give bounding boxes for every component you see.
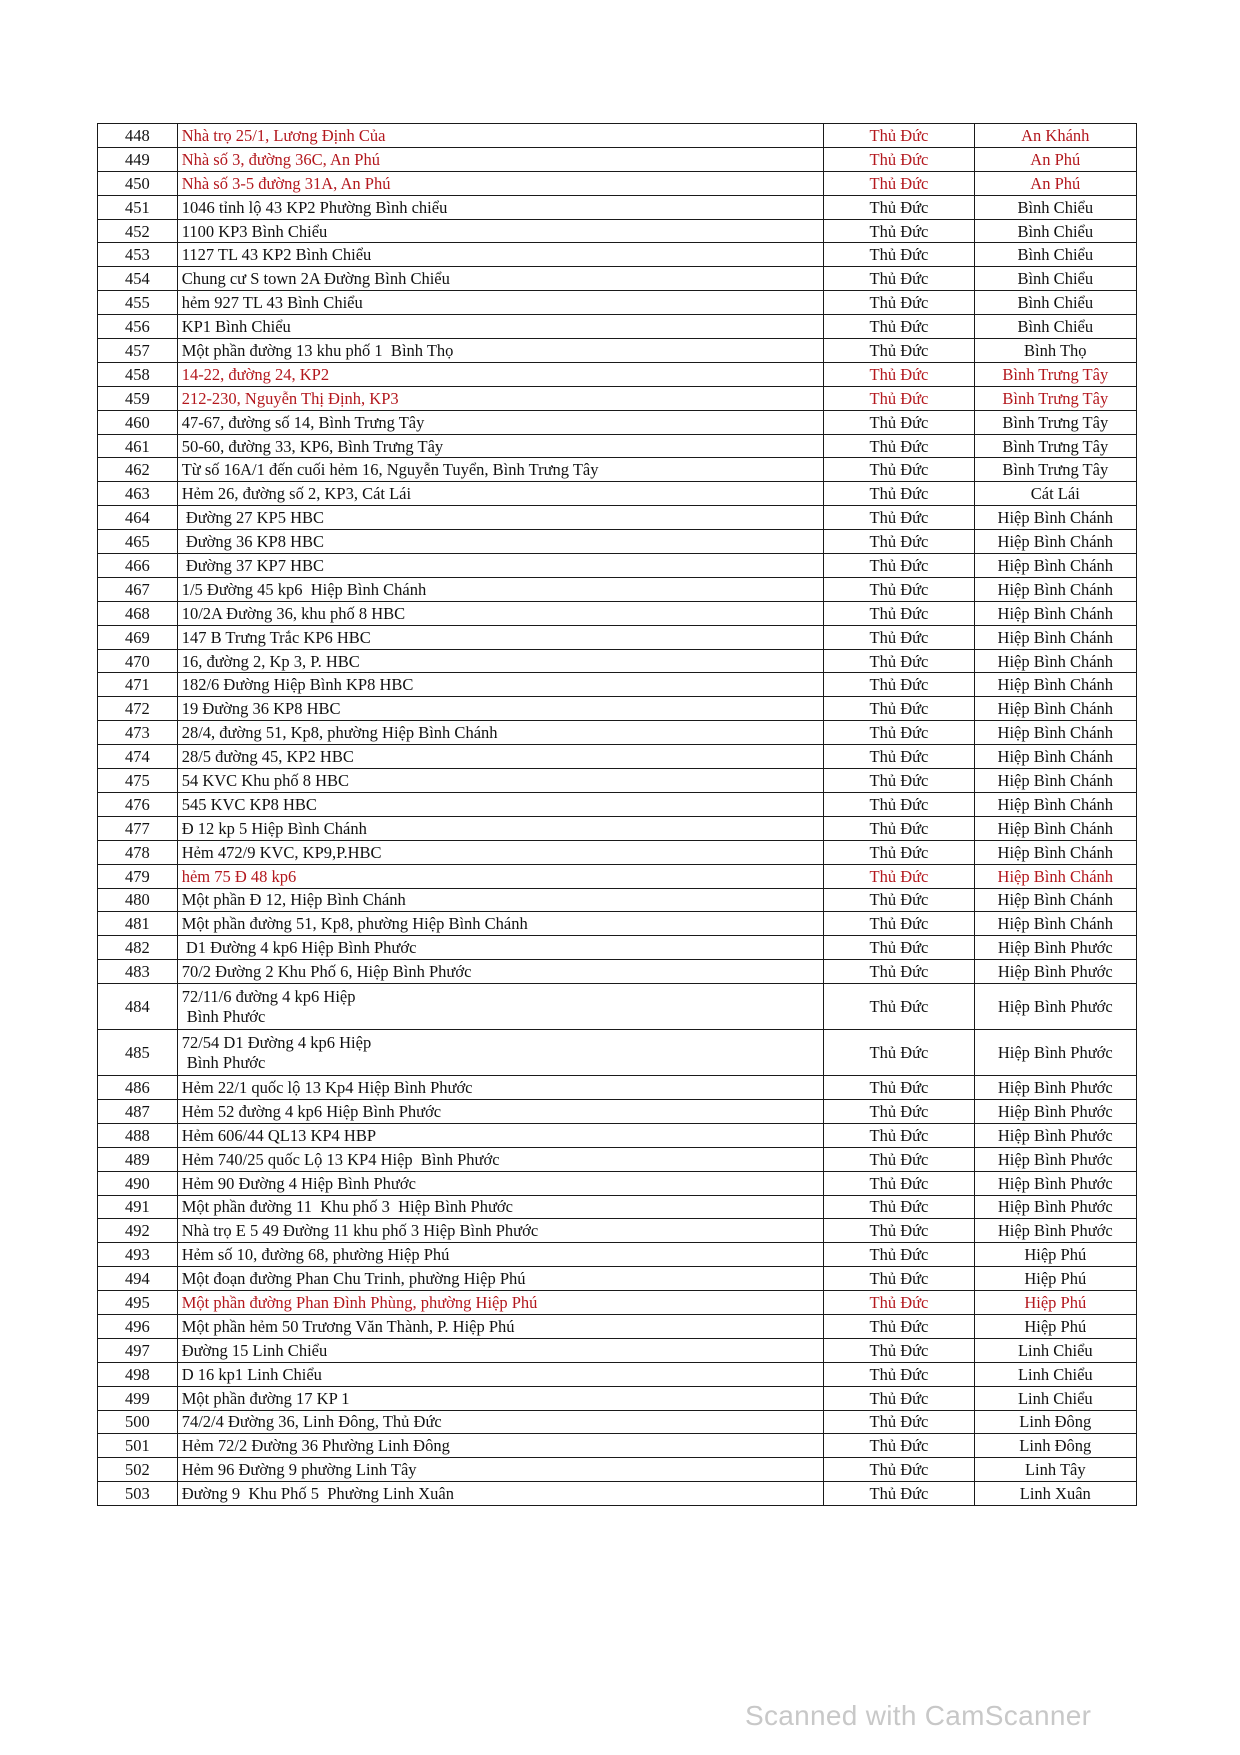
table-row [98,577,1137,601]
district-cell: Thủ Đức [824,1123,974,1147]
district-cell: Thủ Đức [824,1410,974,1434]
row-number-cell: 479 [98,864,178,888]
table-row [98,219,1137,243]
district-cell: Thủ Đức [824,1482,974,1506]
district-cell: Thủ Đức [824,1458,974,1482]
row-number-cell: 498 [98,1362,178,1386]
district-cell: Thủ Đức [824,816,974,840]
district-cell: Thủ Đức [824,960,974,984]
address-cell: 70/2 Đường 2 Khu Phố 6, Hiệp Bình Phước [177,960,824,984]
table-row [98,912,1137,936]
table-row [98,1147,1137,1171]
ward-cell: Linh Chiểu [974,1386,1136,1410]
table-row [98,267,1137,291]
ward-cell: Hiệp Bình Chánh [974,530,1136,554]
table-row [98,1076,1137,1100]
ward-cell: Hiệp Bình Chánh [974,625,1136,649]
ward-cell: Hiệp Bình Phước [974,1171,1136,1195]
address-cell: Hẻm 26, đường số 2, KP3, Cát Lái [177,482,824,506]
table-row [98,530,1137,554]
table-row [98,458,1137,482]
table-row [98,1338,1137,1362]
row-number-cell: 460 [98,410,178,434]
row-number-cell: 485 [98,1030,178,1076]
row-number-cell: 480 [98,888,178,912]
ward-cell: Bình Trưng Tây [974,362,1136,386]
table-row [98,362,1137,386]
row-number-cell: 463 [98,482,178,506]
row-number-cell: 449 [98,147,178,171]
address-cell: D 16 kp1 Linh Chiểu [177,1362,824,1386]
district-cell: Thủ Đức [824,577,974,601]
table-row [98,1171,1137,1195]
district-cell: Thủ Đức [824,721,974,745]
district-cell: Thủ Đức [824,1030,974,1076]
district-cell: Thủ Đức [824,458,974,482]
ward-cell: Hiệp Bình Phước [974,1030,1136,1076]
table-row [98,864,1137,888]
ward-cell: Hiệp Bình Chánh [974,649,1136,673]
table-row [98,291,1137,315]
table-row [98,482,1137,506]
district-cell: Thủ Đức [824,219,974,243]
table-row [98,1195,1137,1219]
district-cell: Thủ Đức [824,745,974,769]
table-row [98,147,1137,171]
address-cell: Đường 15 Linh Chiểu [177,1338,824,1362]
ward-cell: Hiệp Bình Phước [974,1219,1136,1243]
district-cell: Thủ Đức [824,1386,974,1410]
district-cell: Thủ Đức [824,1362,974,1386]
row-number-cell: 502 [98,1458,178,1482]
address-cell: Hẻm số 10, đường 68, phường Hiệp Phú [177,1243,824,1267]
row-number-cell: 495 [98,1291,178,1315]
table-row [98,1030,1137,1076]
table-row [98,410,1137,434]
table-row [98,506,1137,530]
district-cell: Thủ Đức [824,1314,974,1338]
ward-cell: Bình Trưng Tây [974,410,1136,434]
address-cell: Hẻm 472/9 KVC, KP9,P.HBC [177,840,824,864]
table-row [98,601,1137,625]
address-cell [177,1030,824,1076]
ward-cell: Bình Chiểu [974,267,1136,291]
table-row [98,386,1137,410]
ward-cell: Hiệp Bình Chánh [974,816,1136,840]
address-cell: 28/5 đường 45, KP2 HBC [177,745,824,769]
district-cell: Thủ Đức [824,864,974,888]
address-cell: KP1 Bình Chiểu [177,315,824,339]
address-cell: hẻm 75 Đ 48 kp6 [177,864,824,888]
row-number-cell: 448 [98,124,178,148]
district-cell: Thủ Đức [824,362,974,386]
ward-cell: Hiệp Bình Phước [974,1195,1136,1219]
district-cell: Thủ Đức [824,434,974,458]
ward-cell: Hiệp Bình Chánh [974,697,1136,721]
ward-cell: Hiệp Bình Chánh [974,577,1136,601]
ward-cell: Hiệp Phú [974,1243,1136,1267]
district-cell: Thủ Đức [824,840,974,864]
ward-cell: Bình Trưng Tây [974,458,1136,482]
table-row [98,960,1137,984]
district-cell: Thủ Đức [824,888,974,912]
table-row [98,1386,1137,1410]
ward-cell: Hiệp Bình Phước [974,1147,1136,1171]
address-cell: D1 Đường 4 kp6 Hiệp Bình Phước [177,936,824,960]
ward-cell: Hiệp Bình Phước [974,1099,1136,1123]
ward-cell: Hiệp Bình Phước [974,960,1136,984]
district-cell: Thủ Đức [824,1195,974,1219]
district-cell: Thủ Đức [824,1434,974,1458]
table-row [98,697,1137,721]
table-row [98,1243,1137,1267]
district-cell: Thủ Đức [824,243,974,267]
table-row [98,339,1137,363]
table-row [98,1434,1137,1458]
ward-cell: Linh Xuân [974,1482,1136,1506]
district-cell: Thủ Đức [824,1267,974,1291]
address-cell: hẻm 927 TL 43 Bình Chiểu [177,291,824,315]
address-cell: Nhà số 3-5 đường 31A, An Phú [177,171,824,195]
ward-cell: Hiệp Bình Chánh [974,745,1136,769]
row-number-cell: 486 [98,1076,178,1100]
row-number-cell: 470 [98,649,178,673]
row-number-cell: 482 [98,936,178,960]
district-cell: Thủ Đức [824,1076,974,1100]
row-number-cell: 477 [98,816,178,840]
address-cell: Nhà trọ 25/1, Lương Định Của [177,124,824,148]
district-cell: Thủ Đức [824,482,974,506]
district-cell: Thủ Đức [824,386,974,410]
ward-cell: Hiệp Bình Chánh [974,769,1136,793]
ward-cell: Linh Chiểu [974,1338,1136,1362]
address-cell: 19 Đường 36 KP8 HBC [177,697,824,721]
ward-cell: Hiệp Bình Chánh [974,792,1136,816]
table-row [98,171,1137,195]
table-row [98,1219,1137,1243]
address-table-body [98,124,1137,1506]
row-number-cell: 472 [98,697,178,721]
row-number-cell: 461 [98,434,178,458]
row-number-cell: 478 [98,840,178,864]
address-cell: Hẻm 22/1 quốc lộ 13 Kp4 Hiệp Bình Phước [177,1076,824,1100]
table-row [98,840,1137,864]
address-cell: Một phần đường 11 Khu phố 3 Hiệp Bình Phước [177,1195,824,1219]
camscanner-watermark: Scanned with CamScanner [745,1700,1092,1731]
row-number-cell: 454 [98,267,178,291]
row-number-cell: 475 [98,769,178,793]
district-cell: Thủ Đức [824,339,974,363]
address-line: Bình Phước [186,1006,266,1026]
table-row [98,554,1137,578]
row-number-cell: 466 [98,554,178,578]
ward-cell: Bình Chiểu [974,315,1136,339]
row-number-cell: 464 [98,506,178,530]
district-cell: Thủ Đức [824,530,974,554]
ward-cell: Hiệp Bình Chánh [974,601,1136,625]
table-row [98,1482,1137,1506]
ward-cell: Bình Chiểu [974,219,1136,243]
district-cell: Thủ Đức [824,506,974,530]
row-number-cell: 471 [98,673,178,697]
ward-cell: Linh Chiểu [974,1362,1136,1386]
address-cell: Hẻm 90 Đường 4 Hiệp Bình Phước [177,1171,824,1195]
ward-cell: Linh Đông [974,1434,1136,1458]
table-row [98,1362,1137,1386]
row-number-cell: 456 [98,315,178,339]
row-number-cell: 496 [98,1314,178,1338]
district-cell: Thủ Đức [824,267,974,291]
ward-cell: Hiệp Phú [974,1291,1136,1315]
row-number-cell: 465 [98,530,178,554]
ward-cell: Bình Thọ [974,339,1136,363]
ward-cell: Hiệp Bình Chánh [974,554,1136,578]
address-cell [177,984,824,1030]
row-number-cell: 488 [98,1123,178,1147]
ward-cell: Bình Chiểu [974,195,1136,219]
district-cell: Thủ Đức [824,124,974,148]
address-cell: 147 B Trưng Trắc KP6 HBC [177,625,824,649]
ward-cell: Bình Trưng Tây [974,386,1136,410]
row-number-cell: 500 [98,1410,178,1434]
address-cell: Một phần đường Phan Đình Phùng, phường Hiệp Phú [177,1291,824,1315]
district-cell: Thủ Đức [824,625,974,649]
district-cell: Thủ Đức [824,792,974,816]
ward-cell: Hiệp Bình Chánh [974,840,1136,864]
district-cell: Thủ Đức [824,147,974,171]
address-cell: Đường 27 KP5 HBC [177,506,824,530]
district-cell: Thủ Đức [824,1171,974,1195]
table-row [98,1291,1137,1315]
ward-cell: Hiệp Bình Chánh [974,888,1136,912]
row-number-cell: 483 [98,960,178,984]
row-number-cell: 492 [98,1219,178,1243]
address-cell: 74/2/4 Đường 36, Linh Đông, Thủ Đức [177,1410,824,1434]
table-row [98,1123,1137,1147]
address-line: Bình Phước [186,1052,266,1072]
table-row [98,984,1137,1030]
ward-cell: Hiệp Bình Chánh [974,673,1136,697]
row-number-cell: 494 [98,1267,178,1291]
ward-cell: Hiệp Phú [974,1267,1136,1291]
address-cell: Một phần Đ 12, Hiệp Bình Chánh [177,888,824,912]
table-row [98,673,1137,697]
ward-cell: Linh Đông [974,1410,1136,1434]
ward-cell: An Phú [974,171,1136,195]
table-row [98,721,1137,745]
row-number-cell: 473 [98,721,178,745]
address-cell: Chung cư S town 2A Đường Bình Chiểu [177,267,824,291]
district-cell: Thủ Đức [824,315,974,339]
row-number-cell: 489 [98,1147,178,1171]
row-number-cell: 467 [98,577,178,601]
address-cell: Đường 9 Khu Phố 5 Phường Linh Xuân [177,1482,824,1506]
table-row [98,769,1137,793]
ward-cell: Hiệp Bình Phước [974,1123,1136,1147]
district-cell: Thủ Đức [824,1099,974,1123]
row-number-cell: 459 [98,386,178,410]
table-row [98,792,1137,816]
table-row [98,1314,1137,1338]
ward-cell: Hiệp Bình Chánh [974,506,1136,530]
row-number-cell: 452 [98,219,178,243]
row-number-cell: 481 [98,912,178,936]
address-cell: Hẻm 96 Đường 9 phường Linh Tây [177,1458,824,1482]
address-cell: Nhà trọ E 5 49 Đường 11 khu phố 3 Hiệp Bình Phước [177,1219,824,1243]
ward-cell: Hiệp Bình Phước [974,1076,1136,1100]
district-cell: Thủ Đức [824,171,974,195]
row-number-cell: 501 [98,1434,178,1458]
ward-cell: Hiệp Phú [974,1314,1136,1338]
district-cell: Thủ Đức [824,410,974,434]
address-cell: 1127 TL 43 KP2 Bình Chiểu [177,243,824,267]
ward-cell: An Khánh [974,124,1136,148]
table-row [98,888,1137,912]
row-number-cell: 462 [98,458,178,482]
address-cell: Đ 12 kp 5 Hiệp Bình Chánh [177,816,824,840]
ward-cell: Bình Chiểu [974,243,1136,267]
table-row [98,625,1137,649]
district-cell: Thủ Đức [824,697,974,721]
table-row [98,124,1137,148]
row-number-cell: 487 [98,1099,178,1123]
district-cell: Thủ Đức [824,1338,974,1362]
row-number-cell: 491 [98,1195,178,1219]
address-cell: 28/4, đường 51, Kp8, phường Hiệp Bình Chánh [177,721,824,745]
ward-cell: Cát Lái [974,482,1136,506]
district-cell: Thủ Đức [824,1243,974,1267]
address-cell: Đường 36 KP8 HBC [177,530,824,554]
address-cell: Đường 37 KP7 HBC [177,554,824,578]
row-number-cell: 450 [98,171,178,195]
table-row [98,745,1137,769]
address-cell: 14-22, đường 24, KP2 [177,362,824,386]
address-cell: Một phần hẻm 50 Trương Văn Thành, P. Hiệp Phú [177,1314,824,1338]
row-number-cell: 451 [98,195,178,219]
district-cell: Thủ Đức [824,601,974,625]
ward-cell: Linh Tây [974,1458,1136,1482]
address-cell: 1/5 Đường 45 kp6 Hiệp Bình Chánh [177,577,824,601]
address-cell: 10/2A Đường 36, khu phố 8 HBC [177,601,824,625]
row-number-cell: 503 [98,1482,178,1506]
table-row [98,816,1137,840]
row-number-cell: 490 [98,1171,178,1195]
row-number-cell: 455 [98,291,178,315]
address-cell: Hẻm 606/44 QL13 KP4 HBP [177,1123,824,1147]
row-number-cell: 468 [98,601,178,625]
table-row [98,1099,1137,1123]
ward-cell: Bình Trưng Tây [974,434,1136,458]
address-cell: 545 KVC KP8 HBC [177,792,824,816]
row-number-cell: 499 [98,1386,178,1410]
table-row [98,1458,1137,1482]
table-row [98,1267,1137,1291]
address-cell: Một phần đường 51, Kp8, phường Hiệp Bình Chánh [177,912,824,936]
row-number-cell: 457 [98,339,178,363]
table-row [98,434,1137,458]
ward-cell: Hiệp Bình Chánh [974,912,1136,936]
table-row [98,1410,1137,1434]
address-cell: Hẻm 740/25 quốc Lộ 13 KP4 Hiệp Bình Phước [177,1147,824,1171]
ward-cell: An Phú [974,147,1136,171]
address-cell: 1100 KP3 Bình Chiểu [177,219,824,243]
district-cell: Thủ Đức [824,1219,974,1243]
address-cell: 47-67, đường số 14, Bình Trưng Tây [177,410,824,434]
district-cell: Thủ Đức [824,936,974,960]
ward-cell: Bình Chiểu [974,291,1136,315]
address-cell: 50-60, đường 33, KP6, Bình Trưng Tây [177,434,824,458]
row-number-cell: 469 [98,625,178,649]
address-cell: 1046 tỉnh lộ 43 KP2 Phường Bình chiểu [177,195,824,219]
address-line: 72/11/6 đường 4 kp6 Hiệp [181,986,356,1006]
address-cell: 16, đường 2, Kp 3, P. HBC [177,649,824,673]
address-cell: Một phần đường 17 KP 1 [177,1386,824,1410]
district-cell: Thủ Đức [824,1147,974,1171]
address-cell: Một phần đường 13 khu phố 1 Bình Thọ [177,339,824,363]
address-cell: Hẻm 52 đường 4 kp6 Hiệp Bình Phước [177,1099,824,1123]
district-cell: Thủ Đức [824,984,974,1030]
ward-cell: Hiệp Bình Phước [974,936,1136,960]
table-row [98,649,1137,673]
district-cell: Thủ Đức [824,291,974,315]
row-number-cell: 493 [98,1243,178,1267]
district-cell: Thủ Đức [824,673,974,697]
ward-cell: Hiệp Bình Phước [974,984,1136,1030]
table-row [98,195,1137,219]
ward-cell: Hiệp Bình Chánh [974,864,1136,888]
address-cell: 212-230, Nguyễn Thị Định, KP3 [177,386,824,410]
district-cell: Thủ Đức [824,912,974,936]
address-cell: Nhà số 3, đường 36C, An Phú [177,147,824,171]
address-line: 72/54 D1 Đường 4 kp6 Hiệp [181,1032,372,1052]
row-number-cell: 484 [98,984,178,1030]
table-row [98,315,1137,339]
address-cell: 54 KVC Khu phố 8 HBC [177,769,824,793]
district-cell: Thủ Đức [824,554,974,578]
address-table [97,123,1137,1506]
district-cell: Thủ Đức [824,1291,974,1315]
row-number-cell: 453 [98,243,178,267]
address-cell: Một đoạn đường Phan Chu Trinh, phường Hiệp Phú [177,1267,824,1291]
row-number-cell: 497 [98,1338,178,1362]
row-number-cell: 474 [98,745,178,769]
ward-cell: Hiệp Bình Chánh [974,721,1136,745]
district-cell: Thủ Đức [824,649,974,673]
row-number-cell: 458 [98,362,178,386]
district-cell: Thủ Đức [824,769,974,793]
address-cell: Từ số 16A/1 đến cuối hẻm 16, Nguyễn Tuyển, Bình Trưng Tây [177,458,824,482]
table-row [98,243,1137,267]
address-cell: Hẻm 72/2 Đường 36 Phường Linh Đông [177,1434,824,1458]
table-row [98,936,1137,960]
address-cell: 182/6 Đường Hiệp Bình KP8 HBC [177,673,824,697]
district-cell: Thủ Đức [824,195,974,219]
row-number-cell: 476 [98,792,178,816]
